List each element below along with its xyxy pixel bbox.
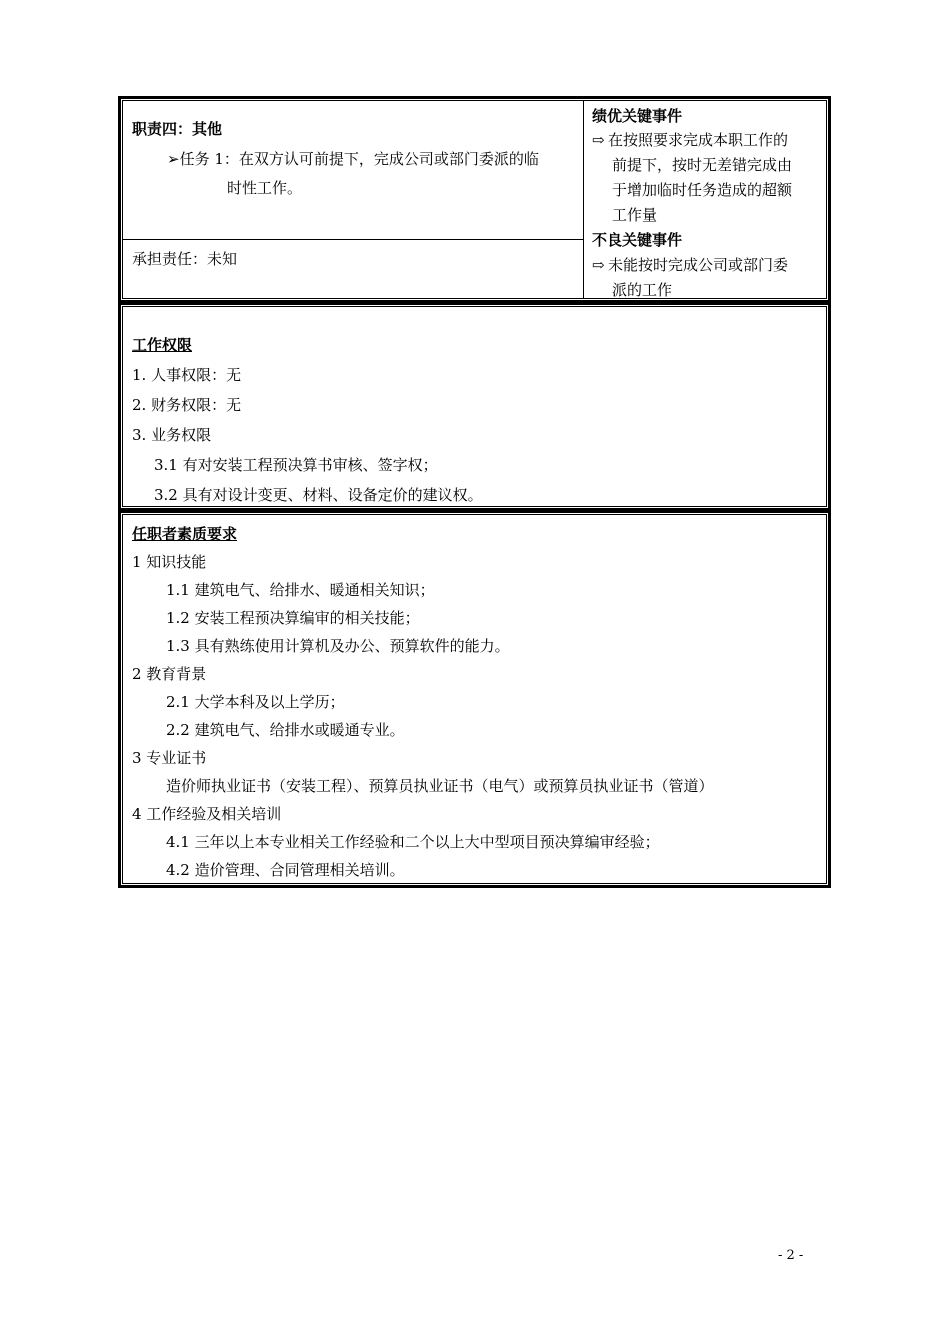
excellent-events-title: 绩优关键事件 xyxy=(592,107,683,125)
authority-item: 1. 人事权限：无 xyxy=(132,366,242,384)
duty-title: 职责四：其他 xyxy=(132,120,223,138)
task-bullet-icon: ➢ xyxy=(167,150,180,168)
bad-event-line: 派的工作 xyxy=(612,281,673,299)
page-number: - 2 - xyxy=(778,1248,804,1263)
authority-sub-item: 3.2 具有对设计变更、材料、设备定价的建议权。 xyxy=(154,486,483,504)
authority-title: 工作权限 xyxy=(132,336,193,354)
qualification-item: 1.2 安装工程预决算编审的相关技能； xyxy=(166,609,420,627)
qualification-heading: 3 专业证书 xyxy=(132,749,207,767)
qualification-heading: 4 工作经验及相关培训 xyxy=(132,805,282,823)
excellent-event-line: 工作量 xyxy=(612,206,658,224)
qualification-item: 4.2 造价管理、合同管理相关培训。 xyxy=(166,861,405,879)
authority-item: 2. 财务权限：无 xyxy=(132,396,242,414)
qualification-item: 2.2 建筑电气、给排水或暖通专业。 xyxy=(166,721,405,739)
qualification-heading: 2 教育背景 xyxy=(132,665,207,683)
bad-event-line: ⇨ 未能按时完成公司或部门委 xyxy=(592,256,789,274)
qualification-item: 2.1 大学本科及以上学历； xyxy=(166,693,345,711)
excellent-event-line: 前提下，按时无差错完成由 xyxy=(612,156,793,174)
qualification-item: 造价师执业证书（安装工程）、预算员执业证书（电气）或预算员执业证书（管道） xyxy=(166,777,714,795)
task-line-continued: 时性工作。 xyxy=(227,179,303,197)
qualification-item: 4.1 三年以上本专业相关工作经验和二个以上大中型项目预决算编审经验； xyxy=(166,833,660,851)
excellent-event-line: 于增加临时任务造成的超额 xyxy=(612,181,793,199)
authority-sub-item: 3.1 有对安装工程预决算书审核、签字权； xyxy=(154,456,438,474)
arrow-icon: ⇨ xyxy=(592,131,605,149)
responsibility-text: 承担责任：未知 xyxy=(132,250,238,268)
authority-section xyxy=(118,302,831,511)
excellent-event-line: ⇨ 在按照要求完成本职工作的 xyxy=(592,131,789,149)
row-divider xyxy=(123,239,583,240)
bad-events-title: 不良关键事件 xyxy=(592,231,683,249)
qualification-item: 1.1 建筑电气、给排水、暖通相关知识； xyxy=(166,581,435,599)
qualification-section xyxy=(118,510,831,888)
qualification-heading: 1 知识技能 xyxy=(132,553,207,571)
task-line: ➢任务 1：在双方认可前提下，完成公司或部门委派的临 xyxy=(167,150,539,168)
duty-section xyxy=(118,96,831,303)
authority-item: 3. 业务权限 xyxy=(132,426,212,444)
qualification-title: 任职者素质要求 xyxy=(132,525,238,543)
arrow-icon: ⇨ xyxy=(592,256,605,274)
column-divider xyxy=(583,101,584,298)
qualification-item: 1.3 具有熟练使用计算机及办公、预算软件的能力。 xyxy=(166,637,510,655)
